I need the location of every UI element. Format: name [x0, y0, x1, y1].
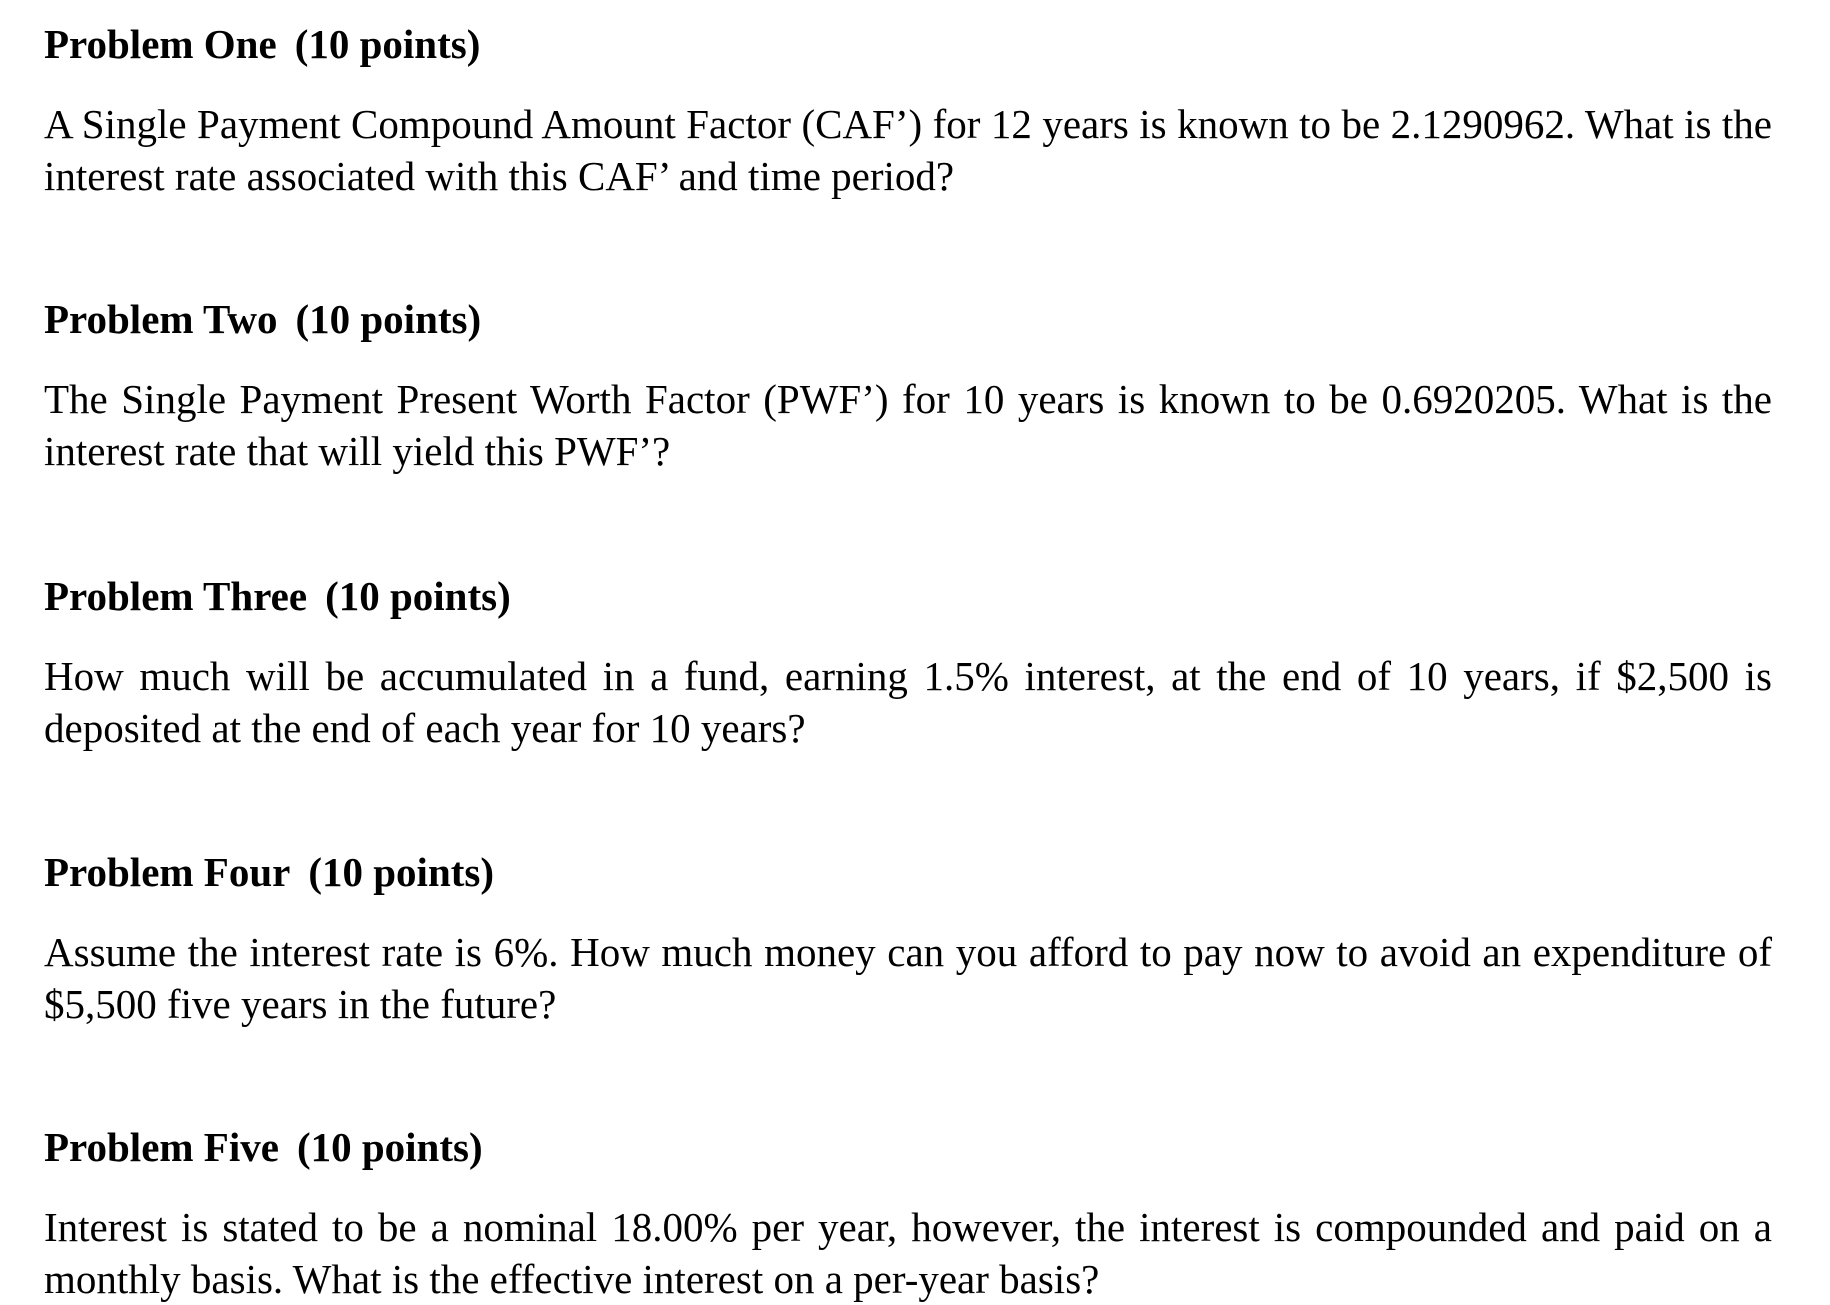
problem-heading	[44, 572, 1772, 620]
problem-text: The Single Payment Present Worth Factor (PWF’) for 10 years is known to be 0.6920205. What is the interest rate that will yield this PWF’?	[44, 376, 1772, 474]
problem-two	[44, 295, 1772, 477]
problem-title: Problem Three	[44, 573, 308, 619]
problem-title: Problem Five	[44, 1124, 279, 1170]
problem-heading	[44, 20, 1772, 68]
problem-text: How much will be accumulated in a fund, earning 1.5% interest, at the end of 10 years, if $2,500 is deposited at the end of each year for 10 years?	[44, 653, 1772, 751]
problem-heading	[44, 848, 1772, 896]
problem-text: A Single Payment Compound Amount Factor (CAF’) for 12 years is known to be 2.1290962. What is the interest rate associated with this CAF’ and time period?	[44, 101, 1772, 199]
problem-heading	[44, 295, 1772, 343]
problem-title: Problem Four	[44, 849, 291, 895]
problem-text: Assume the interest rate is 6%. How much money can you afford to pay now to avoid an expenditure of $5,500 five years in the future?	[44, 929, 1772, 1027]
problem-title: Problem One	[44, 21, 277, 67]
problem-three	[44, 572, 1772, 754]
problem-points: (10 points)	[325, 573, 511, 619]
problem-points: (10 points)	[308, 849, 495, 895]
problem-points: (10 points)	[294, 21, 481, 67]
problem-points: (10 points)	[296, 1124, 483, 1170]
problem-points: (10 points)	[295, 296, 482, 342]
problem-one	[44, 20, 1772, 202]
problem-text: Interest is stated to be a nominal 18.00% per year, however, the interest is compounded and paid on a monthly basis. What is the effective interest on a per-year basis?	[44, 1204, 1772, 1302]
problem-four	[44, 848, 1772, 1030]
problem-heading	[44, 1123, 1772, 1171]
problem-title: Problem Two	[44, 296, 278, 342]
problem-five	[44, 1123, 1772, 1305]
